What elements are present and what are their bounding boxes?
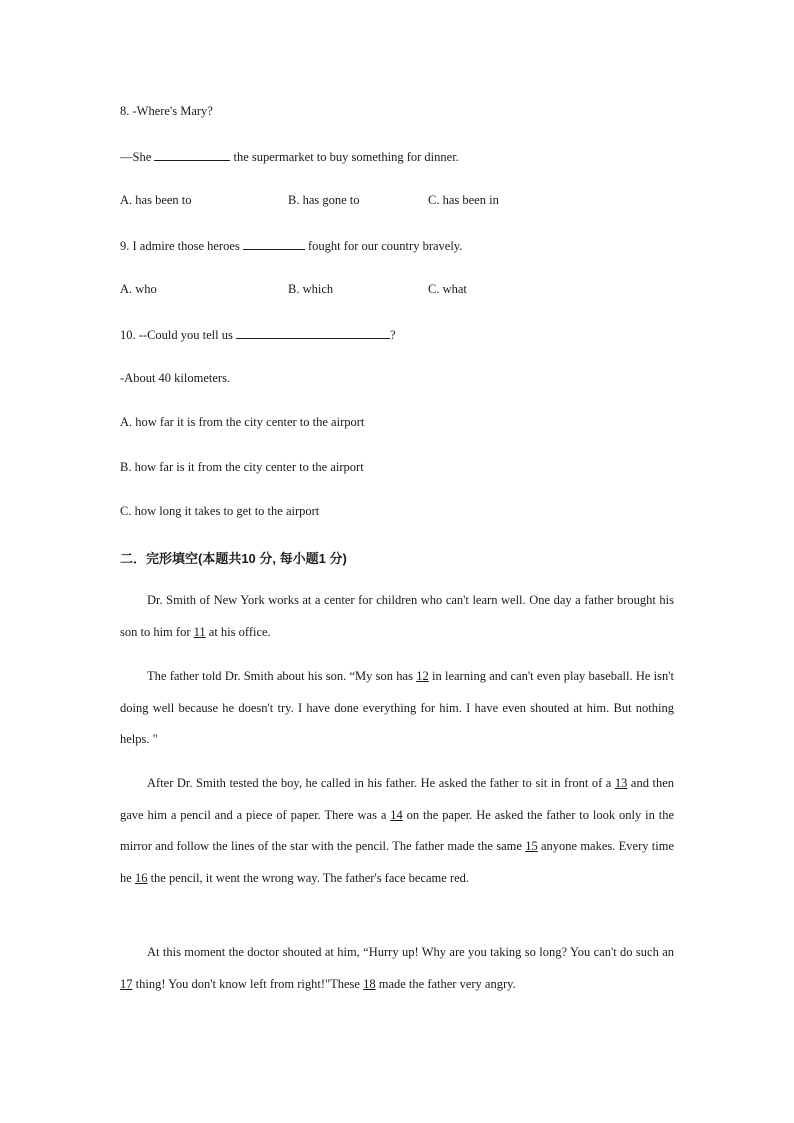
q10-stem — [120, 326, 396, 343]
q9-stem-after: fought for our country bravely. — [304, 239, 463, 253]
q9-option-a: A. who — [120, 282, 157, 296]
q10-option-b: B. how far is it from the city center to the airport — [120, 460, 364, 474]
passage-paragraph-1 — [120, 585, 674, 648]
p3-text-c: on the paper. He asked the father to look only in the mirror and follow the lines of the star with the pencil. The father made the same — [120, 807, 674, 853]
q8-blank — [154, 148, 230, 161]
q8-stem — [120, 148, 459, 165]
q9-stem-before: 9. I admire those heroes — [120, 239, 243, 253]
p2-text-a: The father told Dr. Smith about his son. “My son has — [147, 669, 417, 683]
q8-option-a: A. has been to — [120, 193, 192, 207]
blank-18: 18 — [363, 976, 376, 991]
blank-16: 16 — [134, 870, 148, 885]
blank-14: 14 — [390, 807, 403, 822]
q8-option-c: C. has been in — [428, 193, 499, 207]
passage-paragraph-2 — [120, 661, 674, 756]
p2-text-b: in learning and can't even play baseball. He isn't doing well because he doesn't try. I have done everything for him. I have even shouted at him. But nothing helps. " — [120, 669, 674, 746]
q8-stem-before: —She — [120, 150, 155, 164]
q10-blank — [236, 326, 390, 339]
p3-text-a: After Dr. Smith tested the boy, he called in his father. He asked the father to sit in front of a — [147, 776, 615, 790]
q9-option-b: B. which — [288, 282, 334, 296]
passage-paragraph-3 — [120, 768, 674, 894]
p1-text-a: Dr. Smith of New York works at a center for children who can't learn well. One day a father brought his son to him for — [120, 593, 674, 639]
q9-option-c: C. what — [428, 282, 467, 296]
section-heading: 二．完形填空(本题共10 分, 每小题1 分) — [120, 551, 347, 566]
p1-text-b: at his office. — [205, 624, 271, 639]
q10-stem-before: 10. --Could you tell us — [120, 328, 236, 342]
q9-blank — [243, 237, 305, 250]
blank-15: 15 — [525, 839, 538, 853]
q10-stem-after: ? — [389, 328, 396, 342]
p4-text-b: thing! You don't know left from right!"These — [132, 976, 364, 991]
q10-option-a: A. how far it is from the city center to the airport — [120, 415, 365, 429]
passage-paragraph-4 — [120, 937, 674, 1000]
q8-option-b: B. has gone to — [288, 193, 360, 207]
blank-17: 17 — [120, 976, 133, 991]
q10-option-c: C. how long it takes to get to the airport — [120, 504, 320, 518]
p3-text-d: anyone makes. Every time he — [120, 839, 675, 885]
p3-text-b: and then gave him a pencil and a piece of paper. There was a — [120, 776, 674, 822]
blank-11: 11 — [193, 624, 206, 639]
p4-text-a: At this moment the doctor shouted at him, “Hurry up! Why are you taking so long? You can't do such an — [147, 945, 674, 959]
p4-text-c: made the father very angry. — [375, 976, 516, 991]
blank-12: 12 — [416, 669, 429, 683]
q8-stem-after: the supermarket to buy something for dinner. — [230, 150, 459, 164]
q9-stem — [120, 237, 462, 254]
q8-question: 8. -Where's Mary? — [120, 104, 213, 118]
p3-text-e: the pencil, it went the wrong way. The father's face became red. — [147, 870, 469, 885]
blank-13: 13 — [614, 776, 628, 790]
q10-answer-line: -About 40 kilometers. — [120, 371, 231, 385]
